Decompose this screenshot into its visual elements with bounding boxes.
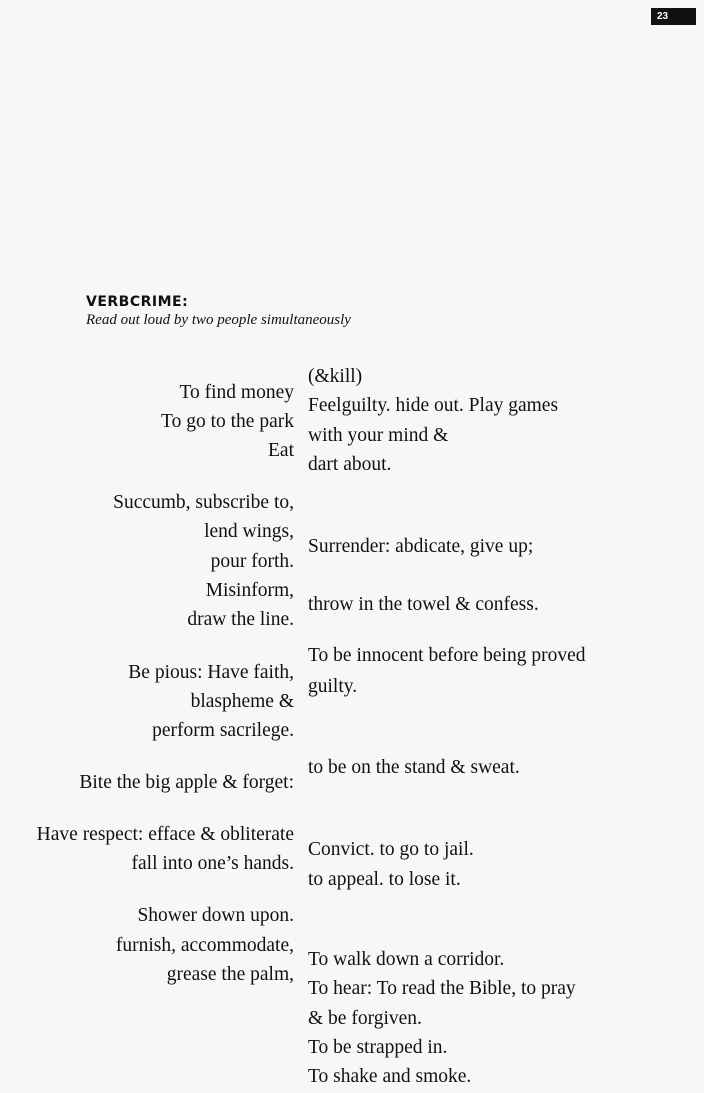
left-line: Shower down upon. [137, 905, 294, 926]
left-line: blaspheme & [190, 691, 294, 712]
right-line: Feelguilty. hide out. Play games [308, 395, 559, 416]
right-line: To shake and smoke. [308, 1066, 472, 1087]
right-line: To hear: To read the Bible, to pray [308, 978, 576, 999]
left-line: Eat [268, 440, 294, 461]
right-line: to appeal. to lose it. [308, 869, 461, 890]
right-line: (&kill) [308, 366, 363, 387]
page-number: 23 [651, 8, 696, 25]
left-line: furnish, accommodate, [115, 935, 294, 956]
left-line: Be pious: Have faith, [128, 662, 294, 683]
right-line: To be strapped in. [308, 1037, 448, 1058]
right-line: To be innocent before being proved [308, 645, 586, 666]
left-line: Have respect: efface & obliterate [36, 824, 294, 845]
left-line: draw the line. [187, 609, 294, 630]
right-line: with your mind & [308, 425, 449, 446]
left-line: lend wings, [204, 521, 294, 542]
right-line: dart about. [308, 454, 392, 475]
left-line: pour forth. [210, 551, 294, 572]
left-line: Bite the big apple & forget: [79, 772, 294, 793]
right-line: throw in the towel & confess. [308, 594, 539, 615]
left-line: fall into one’s hands. [131, 853, 294, 874]
right-line: Surrender: abdicate, give up; [308, 536, 534, 557]
right-line: & be forgiven. [308, 1008, 422, 1029]
left-line: To find money [179, 382, 294, 403]
left-line: To go to the park [161, 411, 294, 432]
right-line: To walk down a corridor. [308, 949, 505, 970]
left-line: Misinform, [205, 580, 294, 601]
poem-title: VERBCRIME: [86, 294, 189, 310]
left-line: grease the palm, [166, 964, 294, 985]
right-line: to be on the stand & sweat. [308, 757, 520, 778]
right-line: Convict. to go to jail. [308, 839, 474, 860]
poem-subtitle: Read out loud by two people simultaneously [86, 312, 351, 328]
right-line: guilty. [308, 676, 358, 697]
left-line: perform sacrilege. [152, 720, 294, 741]
left-line: Succumb, subscribe to, [113, 492, 294, 513]
